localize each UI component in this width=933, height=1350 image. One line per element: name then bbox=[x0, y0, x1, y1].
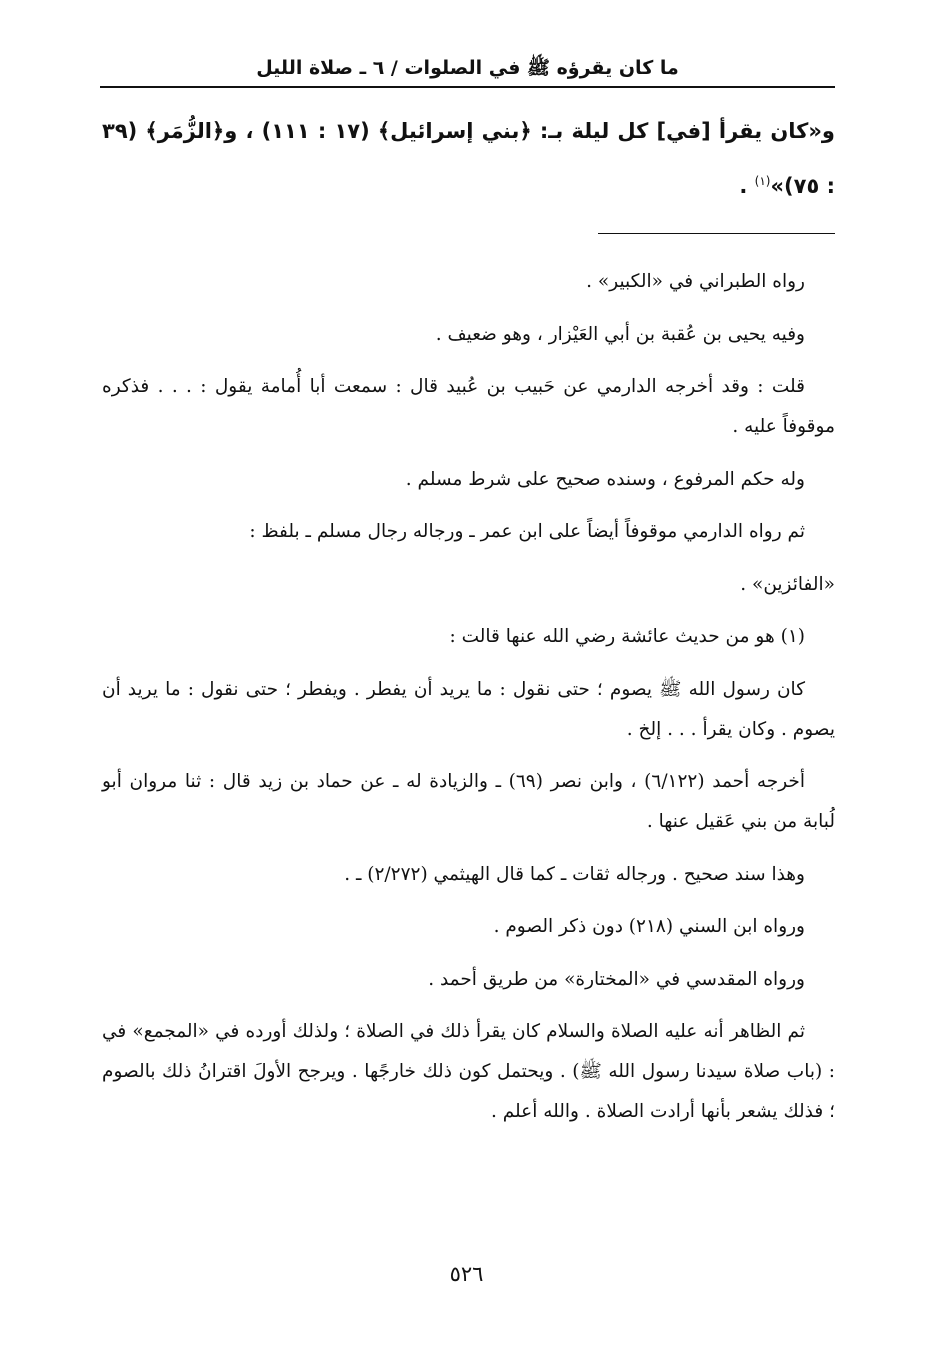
footnote-paragraph: «الفائزين» . bbox=[740, 573, 835, 595]
header-rule bbox=[100, 86, 835, 88]
main-text bbox=[102, 106, 835, 211]
page-number: ٥٢٦ bbox=[449, 1262, 484, 1286]
footnote-paragraph: ورواه المقدسي في «المختارة» من طريق أحمد . bbox=[428, 968, 805, 990]
footnote-heading: (١) هو من حديث عائشة رضي الله عنها قالت : bbox=[449, 626, 805, 647]
footnote-paragraph: ثم رواه الدارمي موقوفاً أيضاً على ابن عمر ـ ورجاله رجال مسلم ـ بلفظ : bbox=[249, 521, 805, 542]
footnote-paragraph: وله حكم المرفوع ، وسنده صحيح على شرط مسلم . bbox=[405, 468, 805, 490]
footnote-paragraph: ثم الظاهر أنه عليه الصلاة والسلام كان يقرأ ذلك في الصلاة ؛ ولذلك أورده في «المجمع» في : (باب صلاة سيدنا رسول الله ﷺ) . ويحتمل كون ذلك خارجًها . ويرجح الأولَ اقترانُ ذلك بالصوم ؛ فذلك يشعر بأنها أرادت الصلاة . والله أعلم . bbox=[102, 1021, 835, 1122]
footnote-paragraph: كان رسول الله ﷺ يصوم ؛ حتى نقول : ما يريد أن يفطر . ويفطر ؛ حتى نقول : ما يريد أن يصوم . وكان يقرأ . . . إلخ . bbox=[102, 678, 835, 740]
footnote-paragraph: ورواه ابن السني (٢١٨) دون ذكر الصوم . bbox=[493, 916, 805, 937]
footnote-paragraph: وهذا سند صحيح . ورجاله ثقات ـ كما قال الهيثمي (٢/٢٧٢) ـ . bbox=[344, 863, 805, 885]
main-text-body: و«كان يقرأ [في] كل ليلة بـ: ﴿بني إسرائيل﴾ (١٧ : ١١١) ، و﴿الزُّمَر﴾ (٣٩ : ٧٥)» bbox=[102, 119, 835, 198]
footnote-paragraph: أخرجه أحمد (٦/١٢٢) ، وابن نصر (٦٩) ـ والزيادة له ـ عن حماد بن زيد قال : ثنا مروان أبو لُبابة من بني عَقيل عنها . bbox=[102, 771, 835, 832]
running-header: ما كان يقرؤه ﷺ في الصلوات / ٦ ـ صلاة الليل bbox=[256, 57, 679, 79]
main-text-end: . bbox=[739, 174, 755, 198]
footnote-paragraph: قلت : وقد أخرجه الدارمي عن حَبيب بن عُبيد قال : سمعت أبا أُمامة يقول : . . . فذكره موقوفاً عليه . bbox=[102, 376, 835, 437]
footnote-paragraph: وفيه يحيى بن عُقبة بن أبي العَيْزار ، وهو ضعيف . bbox=[435, 323, 805, 345]
footnotes bbox=[102, 262, 835, 1132]
footnote-reference: (١) bbox=[754, 174, 771, 188]
footnote-separator bbox=[598, 233, 835, 234]
footnote-paragraph: رواه الطبراني في «الكبير» . bbox=[586, 271, 805, 292]
